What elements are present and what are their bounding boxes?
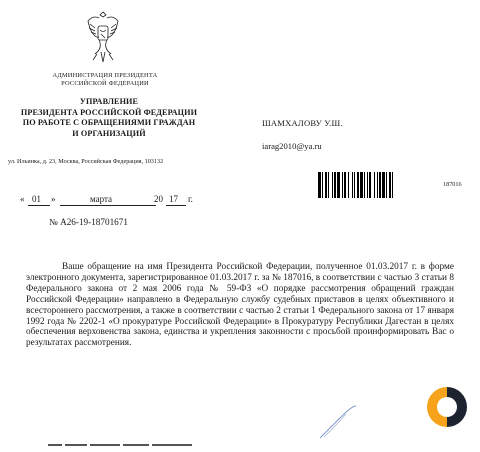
barcode-bar [379, 172, 381, 198]
barcode-bar [337, 172, 340, 198]
barcode-bar [374, 172, 375, 198]
admin-line-1: АДМИНИСТРАЦИЯ ПРЕЗИДЕНТА [52, 72, 158, 79]
recipient-email: iarag2010@ya.ru [262, 141, 322, 151]
date-close-quote: » [51, 194, 56, 204]
department-title [14, 97, 204, 139]
barcode-bar [322, 172, 323, 198]
barcode-bar [364, 172, 365, 198]
date-year-suffix: 17 [169, 194, 178, 204]
barcode [318, 172, 436, 198]
barcode-bar [325, 172, 327, 198]
barcode-bar [344, 172, 346, 198]
date-day: 01 [32, 194, 41, 204]
barcode-bar [386, 172, 387, 198]
barcode-bar [334, 172, 336, 198]
footer-text-cutoff [48, 434, 196, 440]
barcode-bar [332, 172, 333, 198]
date-year-prefix: 20 [154, 194, 163, 204]
dept-line-2: ПРЕЗИДЕНТА РОССИЙСКОЙ ФЕДЕРАЦИИ [20, 107, 198, 117]
barcode-bar [360, 172, 363, 198]
barcode-bar [342, 172, 343, 198]
coat-of-arms-icon [86, 8, 120, 68]
administration-header [30, 72, 180, 88]
document-number: № А26-19-18701671 [49, 217, 128, 227]
sender-address: ул. Ильинка, д. 23, Москва, Российская Федерация, 103132 [8, 158, 164, 165]
barcode-number: 187016 [443, 181, 462, 188]
barcode-bar [377, 172, 378, 198]
recipient-name: ШАМХАЛОВУ У.Ш. [262, 118, 343, 128]
barcode-bar [367, 172, 368, 198]
barcode-bar [354, 172, 355, 198]
date-open-quote: « [20, 194, 25, 204]
orange-d-logo-icon [424, 384, 470, 430]
dept-line-3: ПО РАБОТЕ С ОБРАЩЕНИЯМИ ГРАЖДАН [22, 118, 196, 127]
date-year-unit: г. [188, 194, 193, 204]
dept-line-4: И ОРГАНИЗАЦИЙ [72, 128, 146, 138]
barcode-bar [318, 172, 321, 198]
letter-body: Ваше обращение на имя Президента Российской Федерации, полученное 01.03.2017 г. в форме электронного документа, зарегистрированное 01.03.2017 г. за № 187016, в соответствии с частью 3 статьи 8 Федерального закона от 2 мая 2006 года № 59-ФЗ «О порядке рассмотрения обращений граждан Российской Федерации» направлено в Федеральную службу судебных приставов в целях объективного и всестороннего рассмотрения, а также в соответствии с частью 2 статьи 1 Федерального закона от 17 января 1992 года № 2202-1 «О прокуратуре Российской Федерации» в Прокуратуру Республики Дагестан в целях обеспечения верховенства закона, единства и укрепления законности с просьбой проинформировать Вас о результатах рассмотрения. [26, 262, 454, 349]
admin-line-2: РОССИЙСКОЙ ФЕДЕРАЦИИ [61, 80, 149, 87]
signature-stroke [318, 404, 358, 440]
date-month: марта [90, 194, 113, 204]
barcode-bar [348, 172, 349, 198]
barcode-bar [382, 172, 385, 198]
barcode-bar [357, 172, 359, 198]
barcode-bar [392, 172, 393, 198]
barcode-bar [389, 172, 391, 198]
dept-line-1: УПРАВЛЕНИЕ [79, 97, 139, 106]
barcode-bar [352, 172, 353, 198]
barcode-bar [328, 172, 329, 198]
barcode-bar [369, 172, 371, 198]
